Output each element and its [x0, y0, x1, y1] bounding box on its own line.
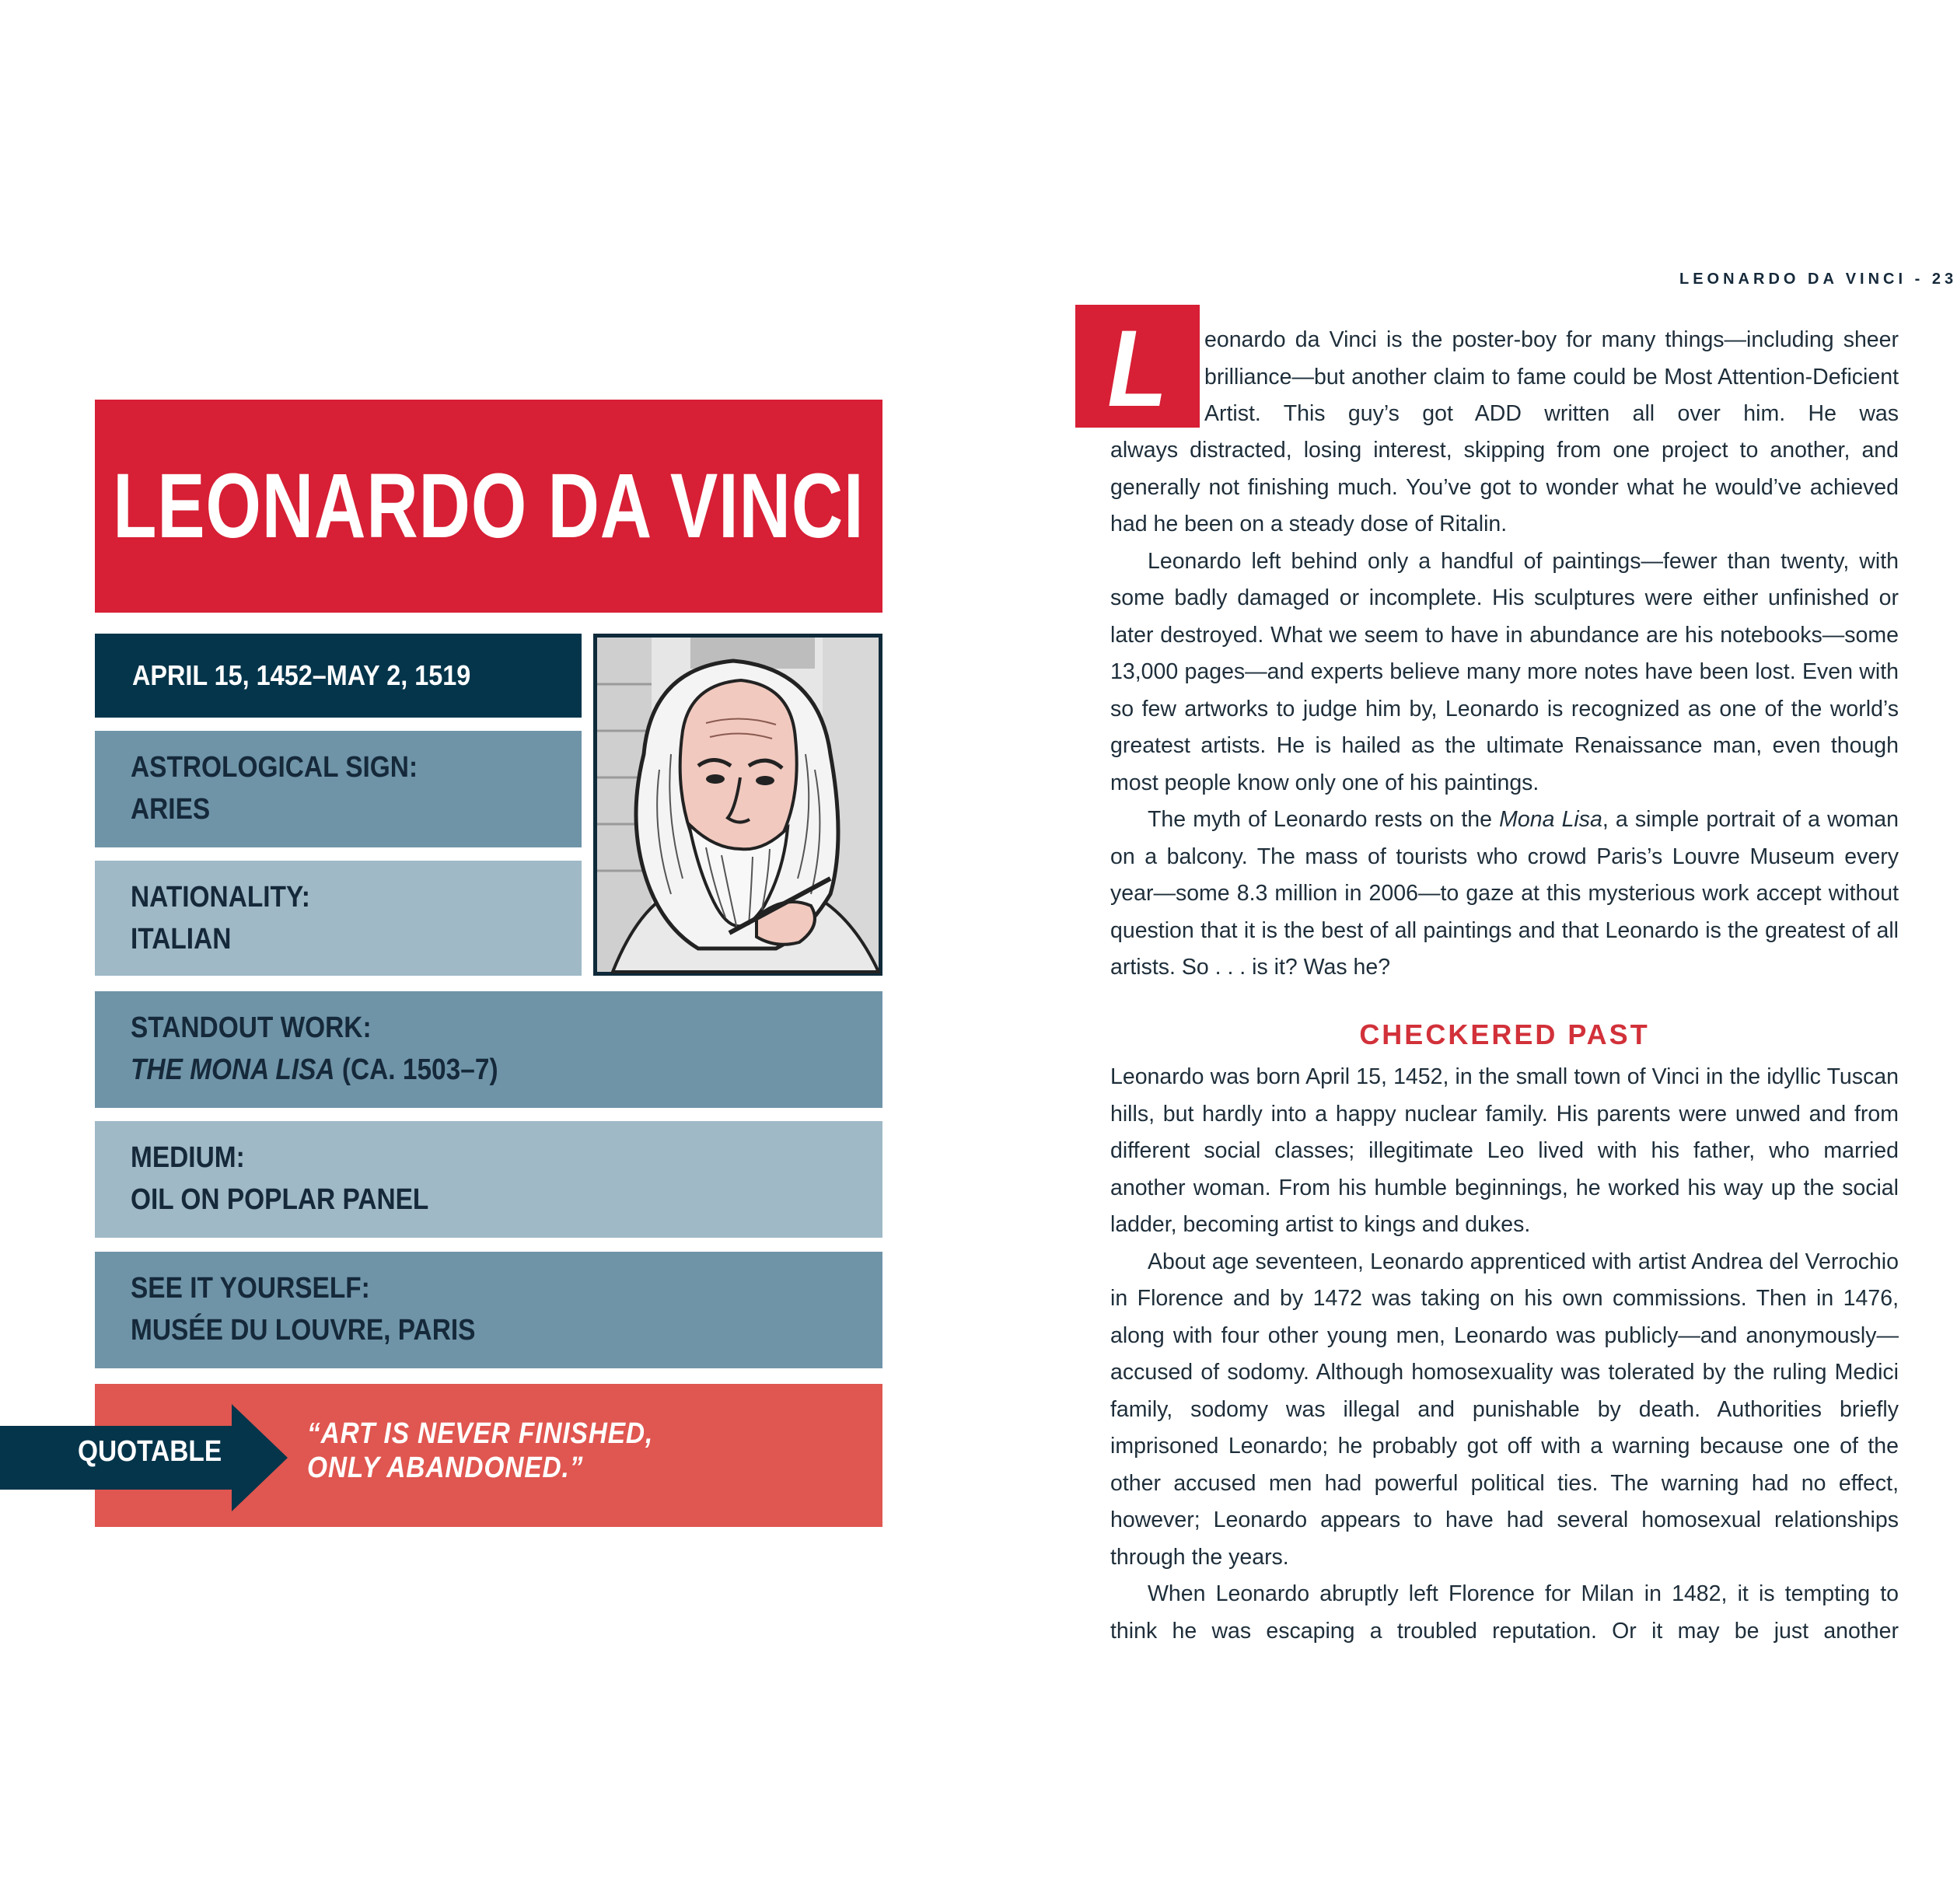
standout-work-date: (CA. 1503–7): [334, 1053, 498, 1086]
drop-cap-letter: L: [1107, 307, 1168, 429]
nationality-label: NATIONALITY:: [131, 881, 310, 914]
medium-value: OIL ON POPLAR PANEL: [131, 1183, 429, 1216]
quote-line-2: ONLY ABANDONED.”: [307, 1452, 584, 1484]
running-head: LEONARDO DA VINCI - 23: [1679, 271, 1957, 288]
see-it-yourself-box: [95, 1252, 882, 1368]
portrait-illustration: [593, 634, 882, 976]
paragraph-2: Leonardo left behind only a handful of paintings—fewer than twenty, with some badly damaged or incomplete. His sculptures were either unfinished or later destroyed. What we seem to have in abundance are his notebooks—some 13,000 pages—and experts believe many more notes have been lost. Even with so few artworks to judge him by, Leonardo is recognized as one of the world’s greatest artists. He is hailed as the ultimate Renaissance man, even though most people know only one of his paintings.: [1110, 548, 1899, 795]
standout-work-box: [95, 991, 882, 1108]
medium-box: [95, 1121, 882, 1238]
paragraph-3-title: Mona Lisa: [1499, 807, 1602, 832]
paragraph-4: Leonardo was born April 15, 1452, in the small town of Vinci in the idyllic Tuscan hills, but hardly into a happy nuclear family. His parents were unwed and from different social classes; illegitimate Leo lived with his father, who married another woman. From his humble beginnings, he worked his way up the social ladder, becoming artist to kings and dukes.: [1110, 1064, 1899, 1237]
astrological-sign-label: ASTROLOGICAL SIGN:: [131, 751, 418, 784]
quote-text: [307, 1417, 653, 1485]
paragraph-3-b: , a simple portrait of a woman on a balcony. The mass of tourists who crowd Paris’s Louvre Museum every year—some 8.3 million in 2006—to gaze at this mysterious work accept without question that it is the best of all paintings and that Leonardo is the greatest of all artists. So . . . is it? Was he?: [1110, 807, 1899, 980]
section-heading: CHECKERED PAST: [1359, 1018, 1650, 1050]
paragraph-3: [1110, 802, 1899, 987]
paragraph-5: About age seventeen, Leonardo apprenticed with artist Andrea del Verrochio in Florence and by 1472 was taking on his own commissions. Then in 1476, along with four other young men, Leonardo was publicly—and anonymously—accused of sodomy. Although homosexuality was tolerated by the ruling Medici family, sodomy was illegal and punishable by death. Authorities briefly imprisoned Leonardo; he probably got off with a warning because one of the other accused men had powerful political ties. The warning had no effect, however; Leonardo appears to have had several homosexual relationships through the years.: [1110, 1249, 1899, 1570]
dates-box: [95, 634, 582, 718]
quote-line-1: “ART IS NEVER FINISHED,: [307, 1417, 654, 1450]
standout-work-label: STANDOUT WORK:: [131, 1011, 372, 1044]
intro-paragraph-start: [1204, 322, 1899, 433]
see-it-yourself-label: SEE IT YOURSELF:: [131, 1272, 370, 1305]
standout-work-value: [131, 1049, 792, 1091]
intro-paragraph-rest: [1110, 432, 1899, 987]
intro-rest-text: always distracted, losing interest, skipping from one project to another, and generally not finishing much. You’ve got to wonder what he would’ve achieved had he been on a steady dose of Ritalin.: [1110, 438, 1899, 536]
paragraph-3-a: The myth of Leonardo rests on the: [1148, 807, 1500, 832]
portrait-drawing: [597, 638, 879, 972]
astrological-sign-box: [95, 731, 582, 847]
life-dates: APRIL 15, 1452–MAY 2, 1519: [132, 659, 471, 691]
quotable-label: QUOTABLE: [78, 1435, 222, 1468]
intro-lines-text: eonardo da Vinci is the poster-boy for many things—including sheer brilliance—but another claim to fame could be Most Attention-Deficient Artist. This guy’s got ADD written all over him. He was: [1204, 327, 1899, 426]
standout-work-title: THE MONA LISA: [131, 1053, 335, 1086]
see-it-yourself-value: MUSÉE DU LOUVRE, PARIS: [131, 1314, 476, 1347]
paragraph-6: When Leonardo abruptly left Florence for Milan in 1482, it is tempting to think he was escaping a troubled reputation. Or it may be just another: [1110, 1581, 1899, 1644]
nationality-box: [95, 861, 582, 976]
page-title: LEONARDO DA VINCI: [113, 455, 865, 557]
medium-label: MEDIUM:: [131, 1141, 245, 1174]
nationality-value: ITALIAN: [131, 923, 232, 955]
drop-cap: [1075, 305, 1200, 428]
section-body: [1110, 1059, 1899, 1650]
title-banner: [95, 400, 882, 613]
astrological-sign-value: ARIES: [131, 793, 211, 826]
